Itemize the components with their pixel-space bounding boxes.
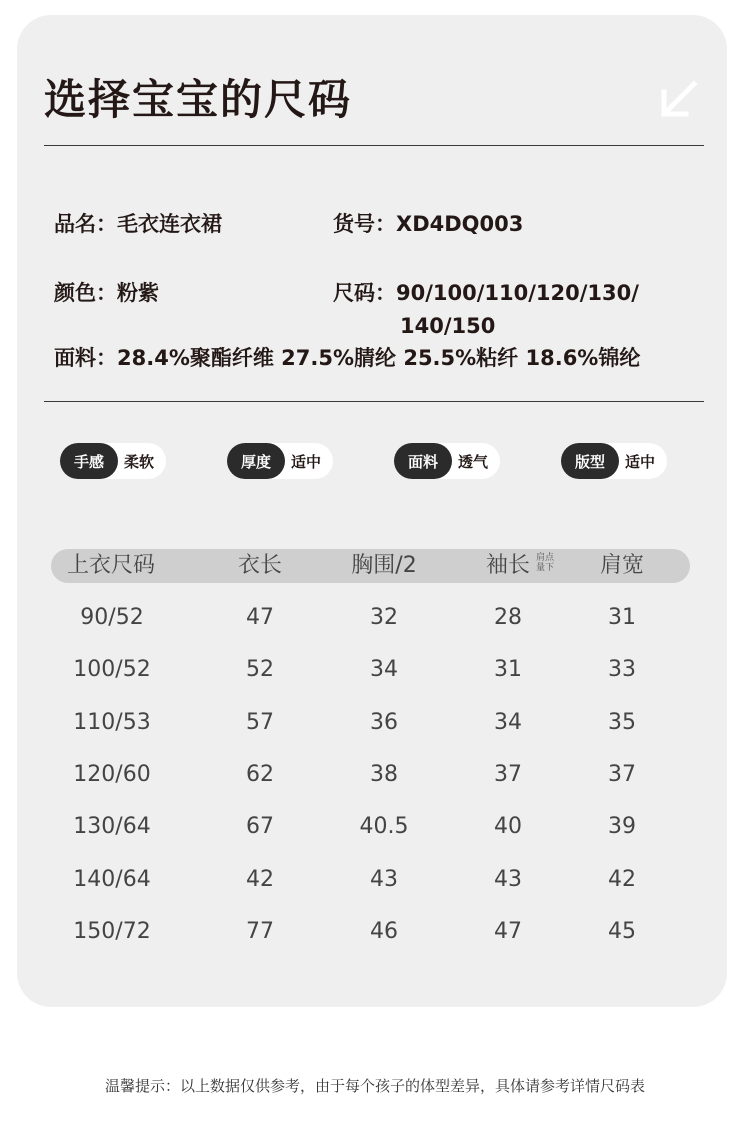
tag-fit	[561, 443, 667, 479]
cell-size: 130/64	[73, 814, 151, 840]
cell-size: 110/53	[73, 709, 151, 735]
cell-size: 150/72	[73, 918, 151, 944]
cell-length: 67	[246, 814, 274, 840]
fabric-label: 面料：	[54, 346, 117, 370]
tag-thickness	[227, 443, 333, 479]
cell-chest: 43	[370, 866, 398, 892]
cell-shoulder: 33	[608, 657, 636, 683]
tag-key: 面料	[394, 443, 452, 479]
tag-value: 透气	[458, 452, 489, 471]
cell-sleeve: 37	[494, 761, 522, 787]
page-title: 选择宝宝的尺码	[44, 75, 353, 124]
name-value: 毛衣连衣裙	[117, 212, 222, 236]
cell-shoulder: 42	[608, 866, 636, 892]
cell-size: 140/64	[73, 866, 151, 892]
cell-shoulder: 45	[608, 918, 636, 944]
cell-shoulder: 37	[608, 761, 636, 787]
tag-fabric	[394, 443, 500, 479]
tag-value: 适中	[291, 452, 322, 471]
size-label: 尺码：	[333, 281, 396, 305]
cell-shoulder: 31	[608, 605, 636, 630]
cell-sleeve: 28	[494, 605, 522, 630]
header-top-size: 上衣尺码	[67, 553, 156, 578]
cell-size: 90/52	[80, 605, 144, 630]
header-sleeve: 袖长	[485, 553, 531, 578]
product-sizes	[333, 277, 639, 309]
tag-value: 适中	[625, 452, 656, 471]
cell-chest: 40.5	[359, 814, 409, 840]
cell-sleeve: 31	[494, 657, 522, 683]
cell-length: 62	[246, 761, 274, 787]
product-name	[54, 208, 222, 240]
color-label: 颜色：	[54, 281, 117, 305]
sku-value: XD4DQ003	[396, 212, 524, 236]
product-sku	[333, 208, 523, 240]
product-color	[54, 277, 159, 309]
cell-length: 47	[246, 605, 274, 630]
cell-chest: 46	[370, 918, 398, 944]
cell-size: 120/60	[73, 761, 151, 787]
cell-shoulder: 35	[608, 709, 636, 735]
cell-sleeve: 40	[494, 814, 522, 840]
name-label: 品名：	[54, 212, 117, 236]
cell-shoulder: 39	[608, 814, 636, 840]
cell-chest: 32	[370, 605, 398, 630]
cell-size: 100/52	[73, 657, 151, 683]
size-card	[17, 15, 727, 1007]
size-value-line1: 90/100/110/120/130/	[396, 281, 639, 305]
info-divider	[44, 401, 704, 402]
tag-key: 版型	[561, 443, 619, 479]
fabric-value: 28.4%聚酯纤维 27.5%腈纶 25.5%粘纤 18.6%锦纶	[117, 346, 641, 370]
cell-length: 52	[246, 657, 274, 683]
cell-chest: 34	[370, 657, 398, 683]
tag-value: 柔软	[124, 452, 155, 471]
sleeve-note-line1: 肩点	[536, 553, 555, 563]
cell-chest: 38	[370, 761, 398, 787]
footer-note: 温馨提示：以上数据仅供参考，由于每个孩子的体型差异，具体请参考详情尺码表	[104, 1077, 645, 1095]
cell-sleeve: 43	[494, 866, 522, 892]
title-divider	[44, 145, 704, 146]
size-value-line2: 140/150	[400, 314, 496, 338]
tag-key: 厚度	[227, 443, 285, 479]
product-fabric	[54, 342, 640, 374]
sleeve-note	[536, 553, 554, 573]
cell-length: 42	[246, 866, 274, 892]
cell-length: 77	[246, 918, 274, 944]
cell-length: 57	[246, 709, 274, 735]
sku-label: 货号：	[333, 212, 396, 236]
arrow-down-left-icon	[660, 80, 698, 118]
color-value: 粉紫	[117, 281, 159, 305]
cell-sleeve: 34	[494, 709, 522, 735]
header-shoulder: 肩宽	[599, 553, 645, 578]
cell-sleeve: 47	[494, 918, 522, 944]
cell-chest: 36	[370, 709, 398, 735]
tag-key: 手感	[60, 443, 118, 479]
tag-feel	[60, 443, 166, 479]
header-chest: 胸围/2	[351, 553, 417, 578]
sleeve-note-line2: 量下	[536, 563, 555, 573]
header-length: 衣长	[237, 553, 283, 578]
